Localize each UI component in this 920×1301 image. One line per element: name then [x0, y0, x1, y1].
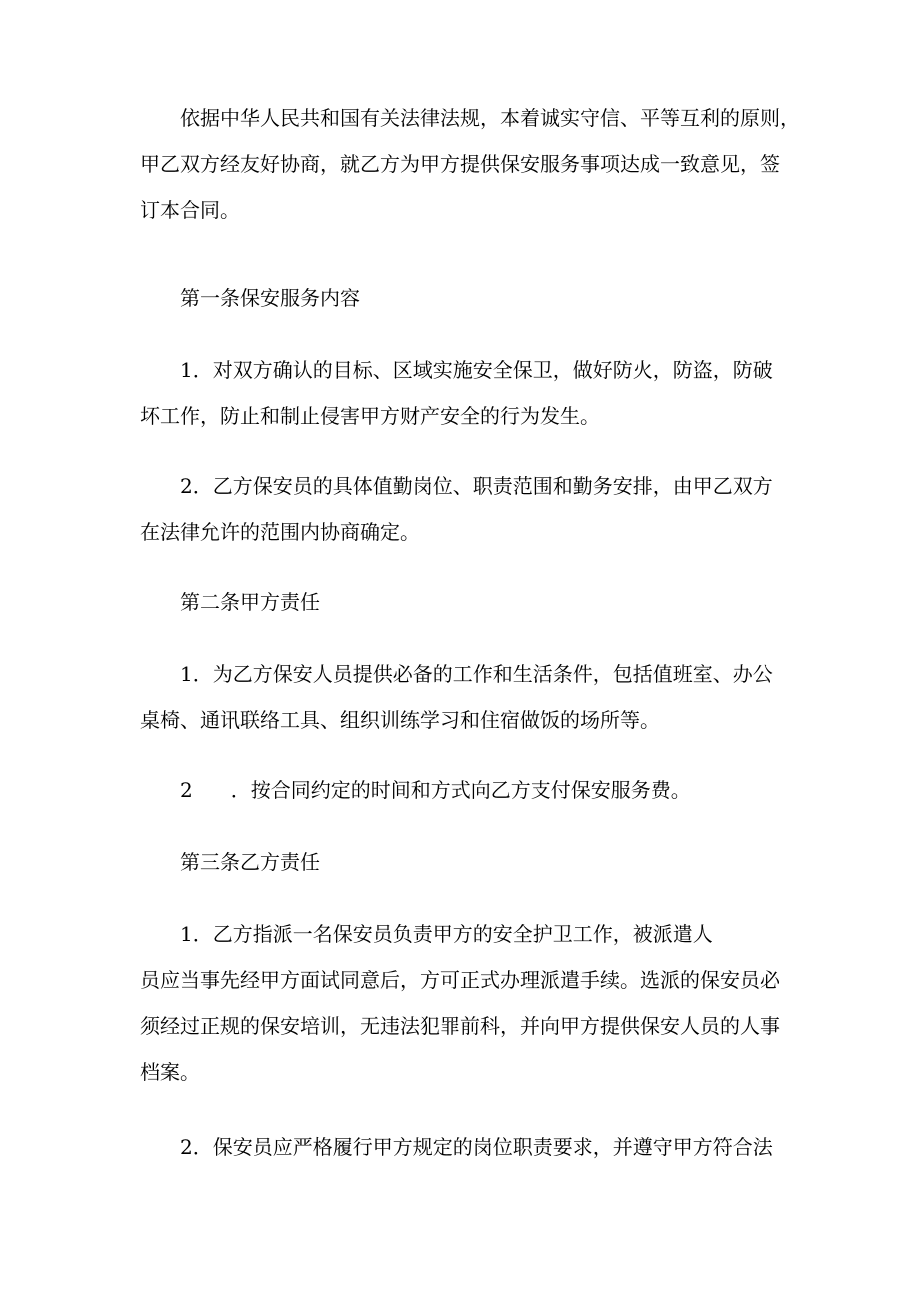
item-number: 2: [180, 778, 193, 802]
article-1-item-1: [140, 347, 795, 439]
article-3-heading: [180, 839, 795, 885]
heading-text: 第三条乙方责任: [180, 850, 320, 874]
text-line: 在法律允许的范围内协商确定。: [140, 520, 420, 544]
text-line: 1．乙方指派一名保安员负责甲方的安全护卫工作，被派遣人: [180, 922, 713, 946]
article-2-item-2: [180, 767, 795, 813]
article-1-heading: [180, 275, 795, 321]
article-2-heading: [180, 579, 795, 625]
article-3-item-1: [140, 911, 795, 1095]
preamble-paragraph: [140, 95, 800, 233]
text-line: 1．对双方确认的目标、区域实施安全保卫，做好防火，防盗，防破: [180, 358, 773, 382]
text-line: 订本合同。: [140, 198, 240, 222]
article-1-item-2: [140, 463, 795, 555]
text-line: 依据中华人民共和国有关法律法规，本着诚实守信、平等互利的原则，: [180, 106, 800, 130]
text-line: 员应当事先经甲方面试同意后，方可正式办理派遣手续。选派的保安员必: [140, 968, 780, 992]
article-3-item-2: [180, 1124, 795, 1170]
text-line: 1．为乙方保安人员提供必备的工作和生活条件，包括值班室、办公: [180, 662, 773, 686]
text-line: 须经过正规的保安培训，无违法犯罪前科，并向甲方提供保安人员的人事: [140, 1014, 780, 1038]
heading-text: 第一条保安服务内容: [180, 286, 360, 310]
text-line: 2．保安员应严格履行甲方规定的岗位职责要求，并遵守甲方符合法: [180, 1135, 773, 1159]
text-line: 桌椅、通讯联络工具、组织训练学习和住宿做饭的场所等。: [140, 708, 660, 732]
text-line: 坏工作，防止和制止侵害甲方财产安全的行为发生。: [140, 404, 600, 428]
text-line: 甲乙双方经友好协商，就乙方为甲方提供保安服务事项达成一致意见，签: [140, 152, 780, 176]
heading-text: 第二条甲方责任: [180, 590, 320, 614]
item-text: ．按合同约定的时间和方式向乙方支付保安服务费。: [230, 778, 691, 802]
text-line: 2．乙方保安员的具体值勤岗位、职责范围和勤务安排，由甲乙双方: [180, 474, 773, 498]
text-line: 档案。: [140, 1060, 200, 1084]
article-2-item-1: [140, 651, 795, 743]
text-line: [180, 767, 795, 813]
